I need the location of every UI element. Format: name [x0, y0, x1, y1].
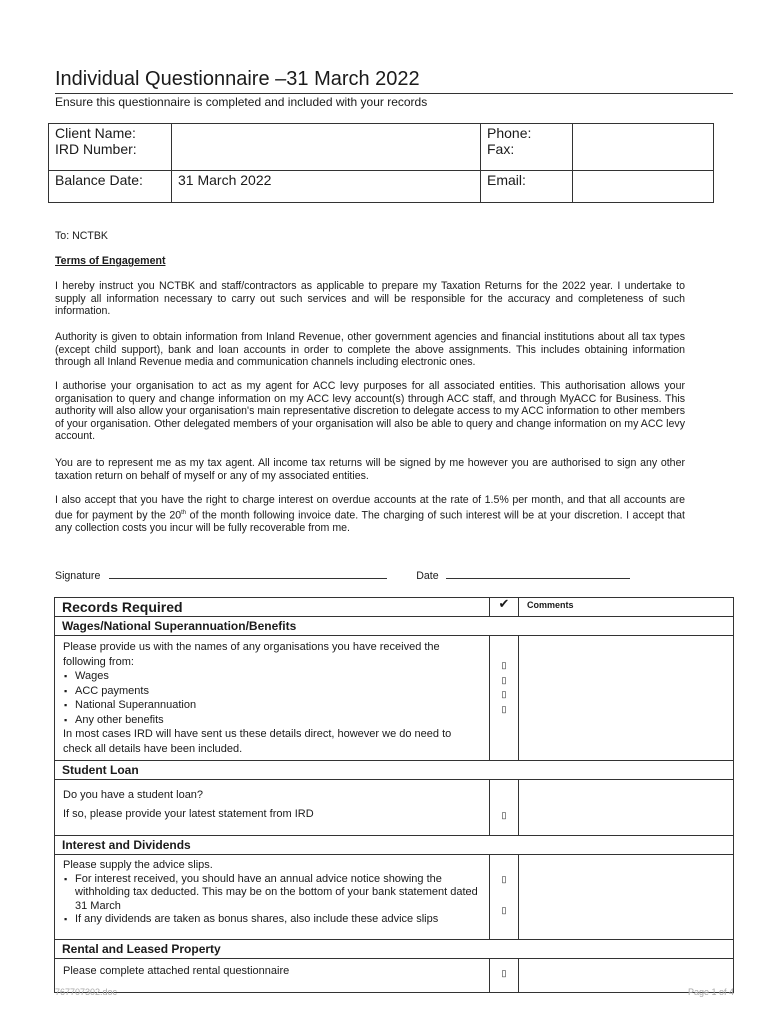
records-heading: Records Required: [55, 598, 490, 617]
email-label: Email:: [481, 171, 573, 203]
rental-checkbox-cell: [490, 959, 519, 993]
page-title: Individual Questionnaire –31 March 2022: [55, 68, 420, 90]
student-checkbox-cell: [490, 780, 519, 836]
list-item: ▪ If any dividends are taken as bonus shares, also include these advice slips: [75, 913, 481, 927]
fax-label: Fax:: [487, 141, 515, 157]
terms-heading: Terms of Engagement: [55, 255, 166, 267]
wages-checkbox-cell: [490, 636, 519, 761]
client-name-field[interactable]: [172, 124, 481, 171]
date-label: Date: [416, 570, 439, 582]
list-item: ▪ ACC payments: [75, 684, 481, 699]
wages-description: [55, 636, 490, 761]
signature-field[interactable]: [109, 569, 387, 579]
wages-intro: Please provide us with the names of any organisations you have received the following from:: [63, 641, 440, 668]
list-item: ▪ National Superannuation: [75, 698, 481, 713]
signature-label: Signature: [55, 570, 101, 582]
phone-label: Phone:: [487, 125, 532, 141]
ird-number-label: IRD Number:: [55, 141, 137, 157]
interest-description: [55, 855, 490, 940]
interest-list: [63, 873, 481, 927]
page-subtitle: Ensure this questionnaire is completed and included with your records: [55, 95, 428, 109]
records-table: [54, 597, 734, 993]
footer-page-number: Page 1 of 4: [687, 987, 734, 997]
section-rental-heading: Rental and Leased Property: [55, 940, 734, 959]
student-instruction: If so, please provide your latest statement from IRD: [63, 808, 314, 820]
client-label-cell: [49, 124, 172, 171]
checkbox-national-superannuation[interactable]: ▯: [501, 689, 507, 699]
wages-list: [63, 669, 481, 727]
client-name-label: Client Name:: [55, 125, 136, 141]
rental-instruction: Please complete attached rental questionnaire: [63, 965, 290, 977]
interest-text-a: I also accept that you have the right to charge interest on overdue accounts at the rate of 1.5% per month, and that all accounts are due for payment by the 20: [55, 494, 685, 522]
recipient-line: To: NCTBK: [55, 230, 108, 242]
phone-field[interactable]: [573, 124, 714, 171]
phone-label-cell: [481, 124, 573, 171]
checkbox-interest[interactable]: ▯: [501, 874, 507, 884]
client-details-table: [48, 123, 714, 203]
signature-row: [55, 569, 735, 583]
paragraph-agent: You are to represent me as my tax agent. All income tax returns will be signed by me however you are authorised to sign any other taxation return on behalf of myself or any of my associated entities.: [55, 457, 685, 482]
wages-comments-field[interactable]: [519, 636, 734, 761]
paragraph-authority: Authority is given to obtain information from Inland Revenue, other government agencies and financial institutions about all tax types (except child support), bank and loan accounts in order to complete the above assignments. This includes obtaining information through all Inland Revenue media and communication channels including electronic ones.: [55, 331, 685, 369]
interest-comments-field[interactable]: [519, 855, 734, 940]
student-question: Do you have a student loan?: [63, 789, 204, 801]
checkbox-student-loan[interactable]: ▯: [501, 810, 507, 820]
section-wages-heading: Wages/National Superannuation/Benefits: [55, 617, 734, 636]
student-comments-field[interactable]: [519, 780, 734, 836]
date-field[interactable]: [446, 569, 630, 579]
paragraph-interest: [55, 494, 685, 534]
checkbox-rental[interactable]: ▯: [501, 968, 507, 978]
paragraph-acc: I authorise your organisation to act as my agent for ACC levy purposes for all associated entities. This authorisation allows your organisation to query and change information on my ACC levy account(s) through ACC staff, and through MyACC for Business. This authority will also allow your organisation's main representative discretion to delegate access to my ACC information to other members of your organisation. Other delegated members of your organisation will also be able to query and change information on my ACC levy account.: [55, 380, 685, 443]
interest-intro: Please supply the advice slips.: [63, 859, 213, 871]
email-field[interactable]: [573, 171, 714, 203]
checkbox-acc-payments[interactable]: ▯: [501, 674, 507, 685]
wages-note: In most cases IRD will have sent us these details direct, however we do need to check all details have been included.: [63, 728, 452, 755]
tick-header-icon: ✔: [490, 598, 519, 617]
section-student-heading: Student Loan: [55, 761, 734, 780]
list-item: ▪ Wages: [75, 669, 481, 684]
rental-description: [55, 959, 490, 993]
checkbox-other-benefits[interactable]: ▯: [501, 703, 507, 714]
checkbox-dividends[interactable]: ▯: [501, 904, 507, 915]
checkbox-wages[interactable]: ▯: [501, 660, 507, 670]
footer-doc-id: 767707302.doc: [55, 987, 118, 997]
comments-header: Comments: [519, 598, 734, 617]
interest-text-b: of the month following invoice date. The charging of such interest will be at your discretion. I accept that any collection costs you incur will be fully recoverable from me.: [55, 509, 685, 534]
balance-date-label: Balance Date:: [49, 171, 172, 203]
section-interest-heading: Interest and Dividends: [55, 836, 734, 855]
ordinal-suffix: th: [181, 509, 187, 516]
interest-checkbox-cell: [490, 855, 519, 940]
balance-date-value[interactable]: 31 March 2022: [172, 171, 481, 203]
title-divider: [55, 93, 733, 94]
paragraph-instruct: I hereby instruct you NCTBK and staff/contractors as applicable to prepare my Taxation Returns for the 2022 year. I undertake to supply all information necessary to carry out such services and will be responsible for the accuracy and completeness of such information.: [55, 280, 685, 318]
list-item: ▪ Any other benefits: [75, 713, 481, 728]
student-description: [55, 780, 490, 836]
list-item: ▪ For interest received, you should have an annual advice notice showing the withholding tax deducted. This may be on the bottom of your bank statement dated 31 March: [75, 873, 481, 914]
